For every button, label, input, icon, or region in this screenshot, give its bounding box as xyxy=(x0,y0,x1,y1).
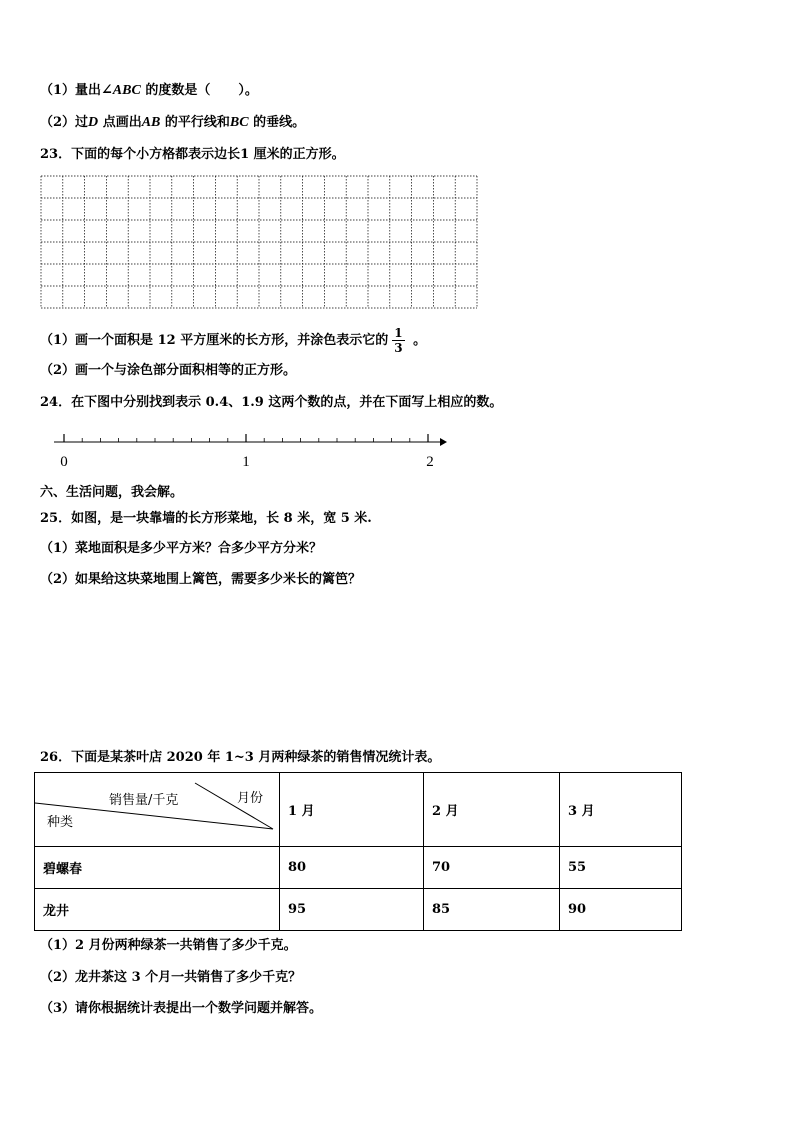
table-cell: 90 xyxy=(560,889,682,931)
q23-title: 23．下面的每个小方格都表示边长1 厘米的正方形。 xyxy=(40,147,345,162)
q26-part3: （3）请你根据统计表提出一个数学问题并解答。 xyxy=(40,1001,323,1016)
table-cell: 55 xyxy=(560,847,682,889)
diagonal-lines xyxy=(35,773,279,847)
angle-abc: ∠ABC xyxy=(101,83,141,98)
header-month-label: 月份 xyxy=(237,791,264,806)
q26-part2: （2）龙井茶这 3 个月一共销售了多少千克？ xyxy=(40,970,302,985)
table-cell: 80 xyxy=(280,847,424,889)
q25-part2: （2）如果给这块菜地围上篱笆，需要多少米长的篱笆？ xyxy=(40,572,362,587)
header-kind-label: 种类 xyxy=(47,815,74,830)
q22-part2: （2）过D 点画出AB 的平行线和BC 的垂线。 xyxy=(40,115,306,130)
q26-part1: （1）2 月份两种绿茶一共销售了多少千克。 xyxy=(40,938,297,953)
header-month-1: 1 月 xyxy=(280,773,424,847)
diagonal-header-cell xyxy=(35,773,280,847)
arrow-icon xyxy=(440,438,447,446)
q23-part2: （2）画一个与涂色部分面积相等的正方形。 xyxy=(40,363,297,378)
table-row xyxy=(35,889,682,931)
q26-title: 26．下面是某茶叶店 2020 年 1~3 月两种绿茶的销售情况统计表。 xyxy=(40,750,441,765)
table-cell: 85 xyxy=(424,889,560,931)
q25-title: 25．如图，是一块靠墙的长方形菜地，长 8 米，宽 5 米. xyxy=(40,511,372,526)
sales-table xyxy=(34,772,682,931)
tick-label-1: 1 xyxy=(242,454,250,470)
header-month-2: 2 月 xyxy=(424,773,560,847)
tick-label-0: 0 xyxy=(60,454,68,470)
table-header-row xyxy=(35,773,682,847)
table-cell: 95 xyxy=(280,889,424,931)
header-month-3: 3 月 xyxy=(560,773,682,847)
q24-title: 24．在下图中分别找到表示 0.4、1.9 这两个数的点，并在下面写上相应的数。 xyxy=(40,395,503,410)
fraction-one-third: $\frac{1}{3}$ xyxy=(394,326,403,355)
q25-part1: （1）菜地面积是多少平方米？合多少平方分米？ xyxy=(40,541,323,556)
q22-part1: （1）量出∠ABC 的度数是（ ）。 xyxy=(40,83,258,98)
section-6-title: 六、生活问题，我会解。 xyxy=(40,485,184,500)
number-line[interactable] xyxy=(48,428,448,474)
header-sales-label: 销售量/千克 xyxy=(109,793,179,808)
table-cell: 70 xyxy=(424,847,560,889)
table-row xyxy=(35,847,682,889)
row-name: 碧螺春 xyxy=(35,847,280,889)
square-grid[interactable] xyxy=(40,175,478,309)
tick-label-2: 2 xyxy=(426,454,434,470)
row-name: 龙井 xyxy=(35,889,280,931)
q23-part1: （1）画一个面积是 12 平方厘米的长方形，并涂色表示它的 $\frac{1}{3}$ 。 xyxy=(40,326,427,355)
